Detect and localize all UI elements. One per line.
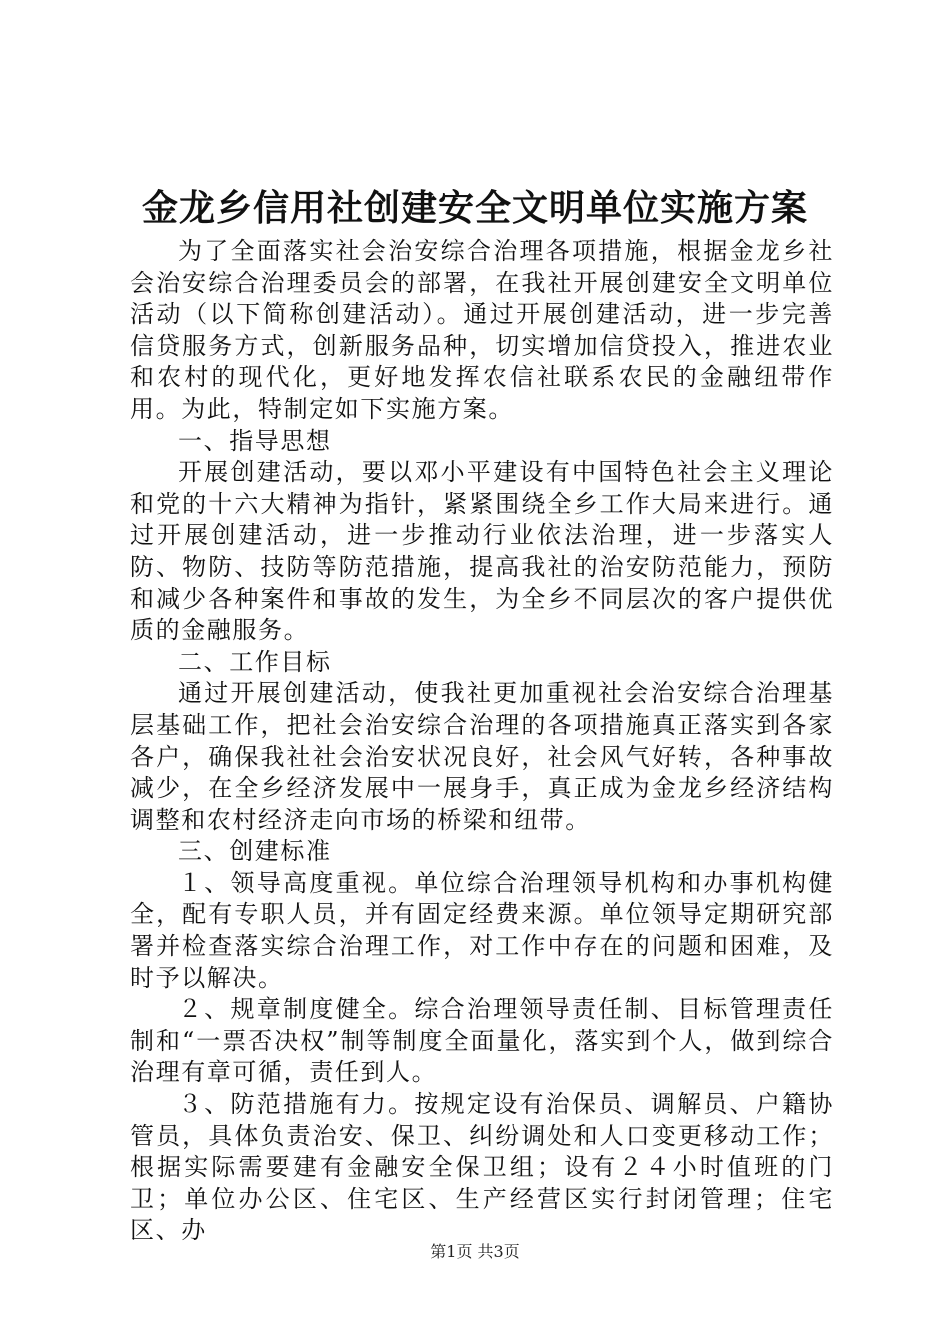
section-heading-standards: 三、创建标准: [178, 837, 332, 866]
section-heading-guiding-ideology: 一、指导思想: [178, 426, 332, 455]
standard-item-2: ２、规章制度健全。综合治理领导责任制、目标管理责任制和“一票否决权”制等制度全面量化，落实到个人，做到综合治理有章可循，责任到人。: [130, 995, 834, 1087]
standard-item-3: ３、防范措施有力。按规定设有治保员、调解员、户籍协管员，具体负责治安、保卫、纠纷调处和人口变更移动工作；根据实际需要建有金融安全保卫组；设有２４小时值班的门卫；单位办公区、住宅区、生产经营区实行封闭管理；住宅区、办: [130, 1090, 834, 1245]
document-body: [130, 236, 834, 1247]
standard-item-1: １、领导高度重视。单位综合治理领导机构和办事机构健全，配有专职人员，并有固定经费来源。单位领导定期研究部署并检查落实综合治理工作，对工作中存在的问题和困难，及时予以解决。: [130, 868, 834, 992]
page-footer: 第1页 共3页: [430, 1242, 520, 1261]
section-heading-work-goals: 二、工作目标: [178, 647, 332, 676]
work-goals-paragraph: 通过开展创建活动，使我社更加重视社会治安综合治理基层基础工作，把社会治安综合治理的各项措施真正落实到各家各户，确保我社社会治安状况良好，社会风气好转，各种事故减少，在全乡经济发展中一展身手，真正成为金龙乡经济结构调整和农村经济走向市场的桥梁和纽带。: [130, 679, 834, 834]
intro-paragraph: 为了全面落实社会治安综合治理各项措施，根据金龙乡社会治安综合治理委员会的部署，在我社开展创建安全文明单位活动（以下简称创建活动）。通过开展创建活动，进一步完善信贷服务方式，创新服务品种，切实增加信贷投入，推进农业和农村的现代化，更好地发挥农信社联系农民的金融纽带作用。为此，特制定如下实施方案。: [130, 237, 834, 423]
document-title: 金龙乡信用社创建安全文明单位实施方案: [141, 187, 808, 229]
guiding-ideology-paragraph: 开展创建活动，要以邓小平建设有中国特色社会主义理论和党的十六大精神为指针，紧紧围绕全乡工作大局来进行。通过开展创建活动，进一步推动行业依法治理，进一步落实人防、物防、技防等防范措施，提高我社的治安防范能力，预防和减少各种案件和事故的发生，为全乡不同层次的客户提供优质的金融服务。: [130, 458, 834, 645]
